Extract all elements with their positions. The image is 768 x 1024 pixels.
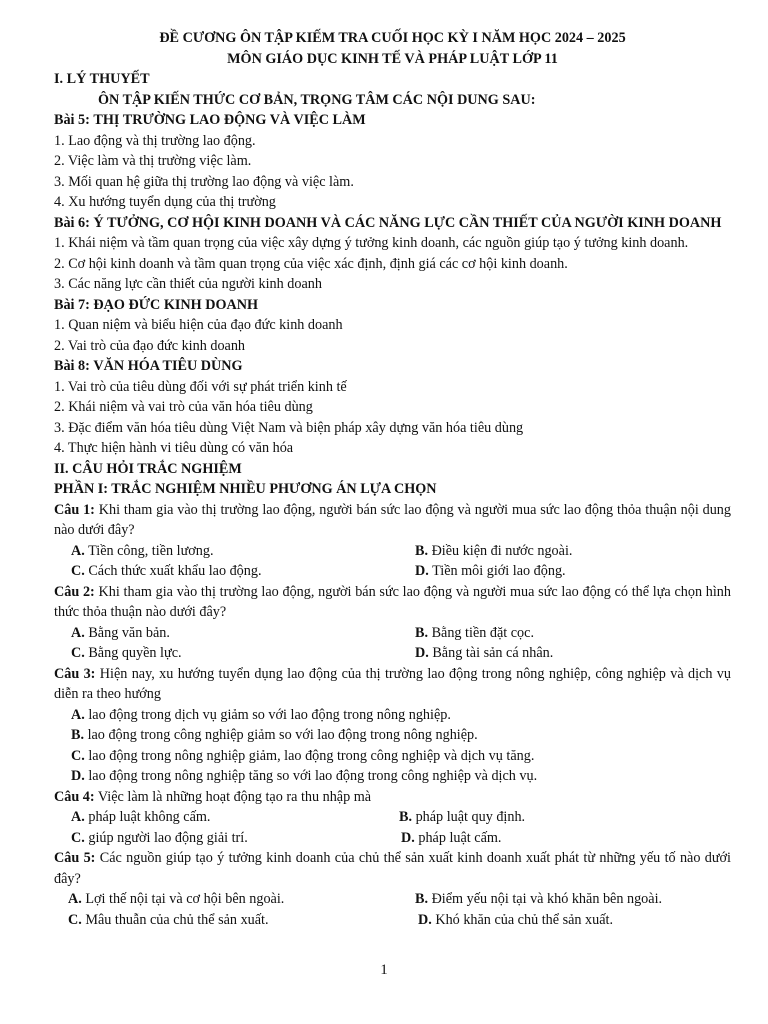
lesson-item: 1. Vai trò của tiêu dùng đối với sự phát triển kinh tế	[54, 378, 347, 395]
question-text	[54, 664, 731, 705]
option-a: A. Tiền công, tiền lương.	[71, 542, 214, 559]
option-b: B. pháp luật quy định.	[399, 809, 526, 825]
option-c: C. Cách thức xuất khẩu lao động.	[71, 563, 262, 579]
lesson-label: Bài 7:	[54, 296, 90, 313]
lesson-item: 2. Khái niệm và vai trò của văn hóa tiêu dùng	[54, 399, 313, 415]
part-heading: PHẦN I: TRẮC NGHIỆM NHIỀU PHƯƠNG ÁN LỰA CHỌN	[54, 481, 437, 497]
document-page	[54, 28, 731, 930]
option-a: A. pháp luật không cấm.	[71, 809, 211, 825]
option-c: C. lao động trong nông nghiệp giảm, lao động trong công nghiệp và dịch vụ tăng.	[71, 747, 535, 764]
question-body: Khi tham gia vào thị trường lao động, người bán sức lao động và người mua sức lao động thỏa thuận nội dung nào dưới đây?	[54, 501, 731, 538]
question-label: Câu 1:	[54, 501, 95, 518]
document-title-line-1: ĐỀ CƯƠNG ÔN TẬP KIẾM TRA CUỐI HỌC KỲ I NĂM HỌC 2024 – 2025	[159, 30, 626, 46]
document-title-line-2: MÔN GIÁO DỤC KINH TẾ VÀ PHÁP LUẬT LỚP 11	[227, 50, 558, 67]
lesson-item: 1. Quan niệm và biểu hiện của đạo đức kinh doanh	[54, 317, 343, 333]
option-b: B. lao động trong công nghiệp giảm so với lao động trong nông nghiệp.	[71, 727, 478, 743]
lesson-item: 4. Thực hiện hành vi tiêu dùng có văn hóa	[54, 440, 294, 456]
lesson-item: 3. Đặc điểm văn hóa tiêu dùng Việt Nam và biện pháp xây dựng văn hóa tiêu dùng	[54, 419, 524, 436]
lesson-title: ĐẠO ĐỨC KINH DOANH	[93, 296, 259, 313]
option-c: C. Mâu thuẫn của chủ thể sản xuất.	[68, 911, 269, 928]
page-number: 1	[380, 962, 388, 978]
question-label: Câu 5:	[54, 850, 96, 866]
lesson-item: 1. Khái niệm và tầm quan trọng của việc xây dựng ý tưởng kinh doanh, các nguồn giúp tạo ý tưởng kinh doanh.	[54, 235, 689, 251]
option-row	[54, 541, 731, 562]
lesson-item: 2. Vai trò của đạo đức kinh doanh	[54, 337, 246, 354]
question-body: Việc làm là những hoạt động tạo ra thu nhập mà	[97, 788, 372, 805]
option-row	[54, 828, 731, 849]
question-body: Các nguồn giúp tạo ý tưởng kinh doanh của chủ thể sản xuất kinh doanh xuất phát từ những yếu tố nào dưới đây?	[54, 850, 731, 887]
option-row	[54, 910, 731, 931]
lesson-item: 3. Mối quan hệ giữa thị trường lao động và việc làm.	[54, 173, 354, 190]
lesson-item: 3. Các năng lực cần thiết của người kinh doanh	[54, 276, 322, 292]
option-c: C. Bằng quyền lực.	[71, 645, 182, 661]
section-heading-questions: II. CÂU HỎI TRẮC NGHIỆM	[54, 460, 242, 477]
option-row	[54, 561, 731, 582]
question-label: Câu 3:	[54, 665, 96, 682]
option-d: D. lao động trong nông nghiệp tăng so với lao động trong công nghiệp và dịch vụ.	[71, 768, 538, 784]
option-d: D. Bằng tài sản cá nhân.	[415, 645, 554, 661]
option-a: A. Bằng văn bản.	[71, 624, 170, 641]
option-b: B. Bằng tiền đặt cọc.	[415, 624, 534, 641]
option-b: B. Điều kiện đi nước ngoài.	[415, 542, 573, 559]
option-d: D. pháp luật cấm.	[401, 829, 502, 846]
option-d: D. Tiền môi giới lao động.	[415, 563, 566, 579]
question-label: Câu 4:	[54, 788, 95, 805]
lesson-label: Bài 8:	[54, 358, 90, 374]
option-c: C. giúp người lao động giải trí.	[71, 829, 248, 846]
lesson-item: 2. Việc làm và thị trường việc làm.	[54, 153, 252, 169]
question-body: Khi tham gia vào thị trường lao động, người bán sức lao động và người mua sức lao động có thể lựa chọn hình thức thỏa thuận nào dưới đây?	[54, 583, 731, 620]
question-label: Câu 2:	[54, 583, 95, 600]
lesson-title: VĂN HÓA TIÊU DÙNG	[93, 358, 243, 374]
lesson-item: 1. Lao động và thị trường lao động.	[54, 132, 256, 149]
option-row	[54, 643, 731, 664]
question-body: Hiện nay, xu hướng tuyển dụng lao động của thị trường lao động trong nông nghiệp, công nghiệp và dịch vụ diễn ra theo hướng	[54, 665, 731, 702]
lesson-label: Bài 6:	[54, 214, 90, 231]
theory-subheading: ÔN TẬP KIẾN THỨC CƠ BẢN, TRỌNG TÂM CÁC NỘI DUNG SAU:	[98, 91, 536, 108]
question-text	[54, 582, 731, 623]
option-a: A. Lợi thế nội tại và cơ hội bên ngoài.	[68, 891, 285, 907]
lesson-title: THỊ TRƯỜNG LAO ĐỘNG VÀ VIỆC LÀM	[93, 112, 366, 128]
lesson-title: Ý TƯỞNG, CƠ HỘI KINH DOANH VÀ CÁC NĂNG LỰC CẦN THIẾT CỦA NGƯỜI KINH DOANH	[93, 214, 722, 231]
lesson-label: Bài 5:	[54, 112, 90, 128]
lesson-item: 2. Cơ hội kinh doanh và tầm quan trọng của việc xác định, định giá các cơ hội kinh doanh.	[54, 255, 568, 272]
question-text	[54, 500, 731, 541]
question-text	[54, 848, 731, 889]
lesson-heading	[54, 110, 731, 131]
question-text	[54, 787, 731, 808]
option-row	[54, 623, 731, 644]
option-b: B. Điểm yếu nội tại và khó khăn bên ngoài.	[415, 891, 663, 907]
lesson-heading	[54, 356, 731, 377]
section-heading-theory: I. LÝ THUYẾT	[54, 71, 150, 87]
option-row	[54, 889, 731, 910]
lesson-heading	[54, 213, 731, 234]
option-row	[54, 807, 731, 828]
lesson-heading	[54, 295, 731, 316]
option-d: D. Khó khăn của chủ thể sản xuất.	[418, 911, 614, 928]
option-a: A. lao động trong dịch vụ giảm so với lao động trong nông nghiệp.	[71, 706, 451, 723]
lesson-item: 4. Xu hướng tuyển dụng của thị trường	[54, 194, 276, 210]
